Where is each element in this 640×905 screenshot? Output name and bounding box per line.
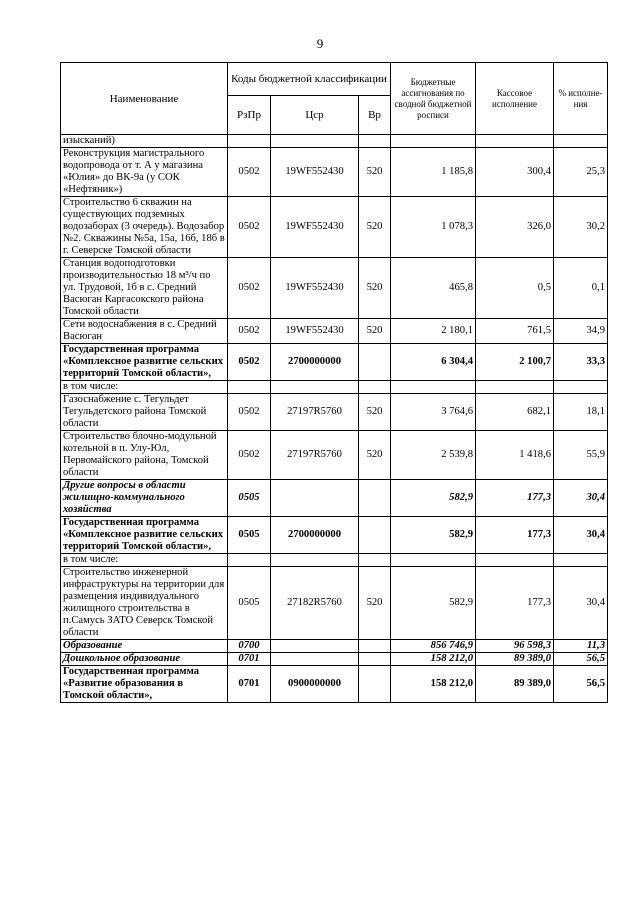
cell-budget: [391, 135, 476, 148]
cell-csr: 2700000000: [271, 344, 359, 381]
cell-vr: [359, 517, 391, 554]
cell-pct: 30,4: [554, 517, 608, 554]
cell-rzpr: [228, 135, 271, 148]
page-number: 9: [316, 36, 324, 51]
cell-pct: 30,4: [554, 567, 608, 640]
cell-budget: 856 746,9: [391, 640, 476, 653]
cell-vr: 520: [359, 567, 391, 640]
cell-name: Реконструкция магистрального водопровода от т. А у магазина «Юлия» до ВК-9а (у СОК «Нефтяник»): [61, 148, 228, 197]
cell-budget: 6 304,4: [391, 344, 476, 381]
table-row: [61, 197, 608, 258]
header-vr: Вр: [359, 96, 391, 135]
table-row: [61, 517, 608, 554]
table-row: [61, 480, 608, 517]
cell-name: изысканий): [61, 135, 228, 148]
header-rzpr: РзПр: [228, 96, 271, 135]
cell-budget: 465,8: [391, 258, 476, 319]
cell-csr: [271, 135, 359, 148]
cell-vr: 520: [359, 431, 391, 480]
cell-vr: [359, 344, 391, 381]
cell-name: Сети водоснабжения в с. Средний Васюган: [61, 319, 228, 344]
table-row: [61, 148, 608, 197]
cell-pct: 30,4: [554, 480, 608, 517]
cell-cash: 177,3: [476, 567, 554, 640]
cell-rzpr: 0502: [228, 431, 271, 480]
cell-cash: 0,5: [476, 258, 554, 319]
cell-vr: 520: [359, 258, 391, 319]
table-row: [61, 344, 608, 381]
cell-budget: 1 078,3: [391, 197, 476, 258]
cell-cash: 2 100,7: [476, 344, 554, 381]
cell-cash: 682,1: [476, 394, 554, 431]
cell-budget: 582,9: [391, 480, 476, 517]
cell-vr: [359, 653, 391, 666]
cell-pct: 56,5: [554, 666, 608, 703]
cell-rzpr: 0701: [228, 666, 271, 703]
cell-cash: 1 418,6: [476, 431, 554, 480]
cell-rzpr: 0502: [228, 258, 271, 319]
header-cash: Кассовое исполнение: [476, 63, 554, 135]
cell-name: Государственная программа «Развитие образования в Томской области»,: [61, 666, 228, 703]
cell-pct: [554, 554, 608, 567]
cell-pct: 34,9: [554, 319, 608, 344]
cell-cash: 761,5: [476, 319, 554, 344]
cell-vr: [359, 666, 391, 703]
table-row: [61, 135, 608, 148]
cell-budget: [391, 381, 476, 394]
cell-cash: 89 389,0: [476, 666, 554, 703]
cell-rzpr: [228, 381, 271, 394]
cell-cash: [476, 135, 554, 148]
table-row: [61, 640, 608, 653]
cell-csr: 27182R5760: [271, 567, 359, 640]
table-row: [61, 567, 608, 640]
cell-budget: 158 212,0: [391, 666, 476, 703]
cell-budget: 582,9: [391, 517, 476, 554]
table-row: [61, 431, 608, 480]
cell-vr: [359, 381, 391, 394]
cell-rzpr: 0701: [228, 653, 271, 666]
cell-vr: [359, 640, 391, 653]
cell-name: Строительство блочно-модульной котельной в п. Улу-Юл, Первомайского района, Томской области: [61, 431, 228, 480]
cell-csr: 19WF552430: [271, 148, 359, 197]
cell-cash: 177,3: [476, 517, 554, 554]
cell-csr: 2700000000: [271, 517, 359, 554]
table-row: [61, 653, 608, 666]
cell-name: Газоснабжение с. Тегульдет Тегульдетского района Томской области: [61, 394, 228, 431]
cell-csr: [271, 554, 359, 567]
cell-csr: [271, 653, 359, 666]
table-row: [61, 554, 608, 567]
cell-pct: 11,3: [554, 640, 608, 653]
cell-cash: 300,4: [476, 148, 554, 197]
cell-csr: [271, 640, 359, 653]
cell-csr: [271, 381, 359, 394]
cell-pct: 0,1: [554, 258, 608, 319]
cell-name: Государственная программа «Комплексное развитие сельских территорий Томской области»,: [61, 344, 228, 381]
cell-budget: 2 180,1: [391, 319, 476, 344]
cell-name: в том числе:: [61, 554, 228, 567]
cell-name: в том числе:: [61, 381, 228, 394]
cell-budget: 3 764,6: [391, 394, 476, 431]
cell-pct: 56,5: [554, 653, 608, 666]
table-row: [61, 258, 608, 319]
cell-vr: 520: [359, 319, 391, 344]
cell-pct: 55,9: [554, 431, 608, 480]
budget-table: [60, 62, 608, 703]
cell-rzpr: 0502: [228, 394, 271, 431]
cell-pct: 30,2: [554, 197, 608, 258]
cell-budget: 158 212,0: [391, 653, 476, 666]
cell-rzpr: 0505: [228, 480, 271, 517]
cell-vr: 520: [359, 394, 391, 431]
table-row: [61, 381, 608, 394]
cell-csr: 19WF552430: [271, 319, 359, 344]
cell-name: Образование: [61, 640, 228, 653]
cell-cash: [476, 554, 554, 567]
cell-name: Строительство инженерной инфраструктуры на территории для размещения индивидуального жилищного строительства в п.Самусь ЗАТО Северск Томской области: [61, 567, 228, 640]
cell-name: Дошкольное образование: [61, 653, 228, 666]
cell-budget: 1 185,8: [391, 148, 476, 197]
header-codes: Коды бюджетной классификации: [228, 63, 391, 96]
cell-rzpr: 0700: [228, 640, 271, 653]
table-row: [61, 394, 608, 431]
header-budget: Бюджетные ассигнования по сводной бюджетной росписи: [391, 63, 476, 135]
cell-cash: [476, 381, 554, 394]
cell-rzpr: 0502: [228, 319, 271, 344]
cell-rzpr: 0505: [228, 517, 271, 554]
table-row: [61, 666, 608, 703]
cell-cash: 326,0: [476, 197, 554, 258]
cell-rzpr: 0502: [228, 344, 271, 381]
table-row: [61, 319, 608, 344]
cell-budget: 582,9: [391, 567, 476, 640]
cell-csr: 27197R5760: [271, 394, 359, 431]
cell-csr: 19WF552430: [271, 197, 359, 258]
cell-csr: 0900000000: [271, 666, 359, 703]
cell-name: Другие вопросы в области жилищно-коммунального хозяйства: [61, 480, 228, 517]
cell-name: Станция водоподготовки производительностью 18 м³/ч по ул. Трудовой, 1б в с. Средний Васюган Каргасокского района Томской области: [61, 258, 228, 319]
cell-budget: [391, 554, 476, 567]
cell-csr: 27197R5760: [271, 431, 359, 480]
cell-cash: 89 389,0: [476, 653, 554, 666]
cell-csr: 19WF552430: [271, 258, 359, 319]
cell-cash: 177,3: [476, 480, 554, 517]
cell-vr: [359, 480, 391, 517]
header-csr: Цср: [271, 96, 359, 135]
header-percent: % исполне-ния: [554, 63, 608, 135]
cell-pct: 25,3: [554, 148, 608, 197]
cell-vr: 520: [359, 197, 391, 258]
cell-rzpr: [228, 554, 271, 567]
cell-vr: [359, 135, 391, 148]
cell-cash: 96 598,3: [476, 640, 554, 653]
cell-vr: 520: [359, 148, 391, 197]
cell-rzpr: 0502: [228, 197, 271, 258]
cell-pct: 18,1: [554, 394, 608, 431]
cell-rzpr: 0502: [228, 148, 271, 197]
header-name: Наименование: [61, 63, 228, 135]
cell-name: Государственная программа «Комплексное развитие сельских территорий Томской области»,: [61, 517, 228, 554]
cell-pct: 33,3: [554, 344, 608, 381]
cell-name: Строительство 6 скважин на существующих подземных водозаборах (3 очередь). Водозабор №2. Скважины №5а, 15а, 16б, 18б в г. Северске Томской области: [61, 197, 228, 258]
cell-csr: [271, 480, 359, 517]
cell-pct: [554, 135, 608, 148]
cell-pct: [554, 381, 608, 394]
cell-rzpr: 0505: [228, 567, 271, 640]
cell-budget: 2 539,8: [391, 431, 476, 480]
cell-vr: [359, 554, 391, 567]
